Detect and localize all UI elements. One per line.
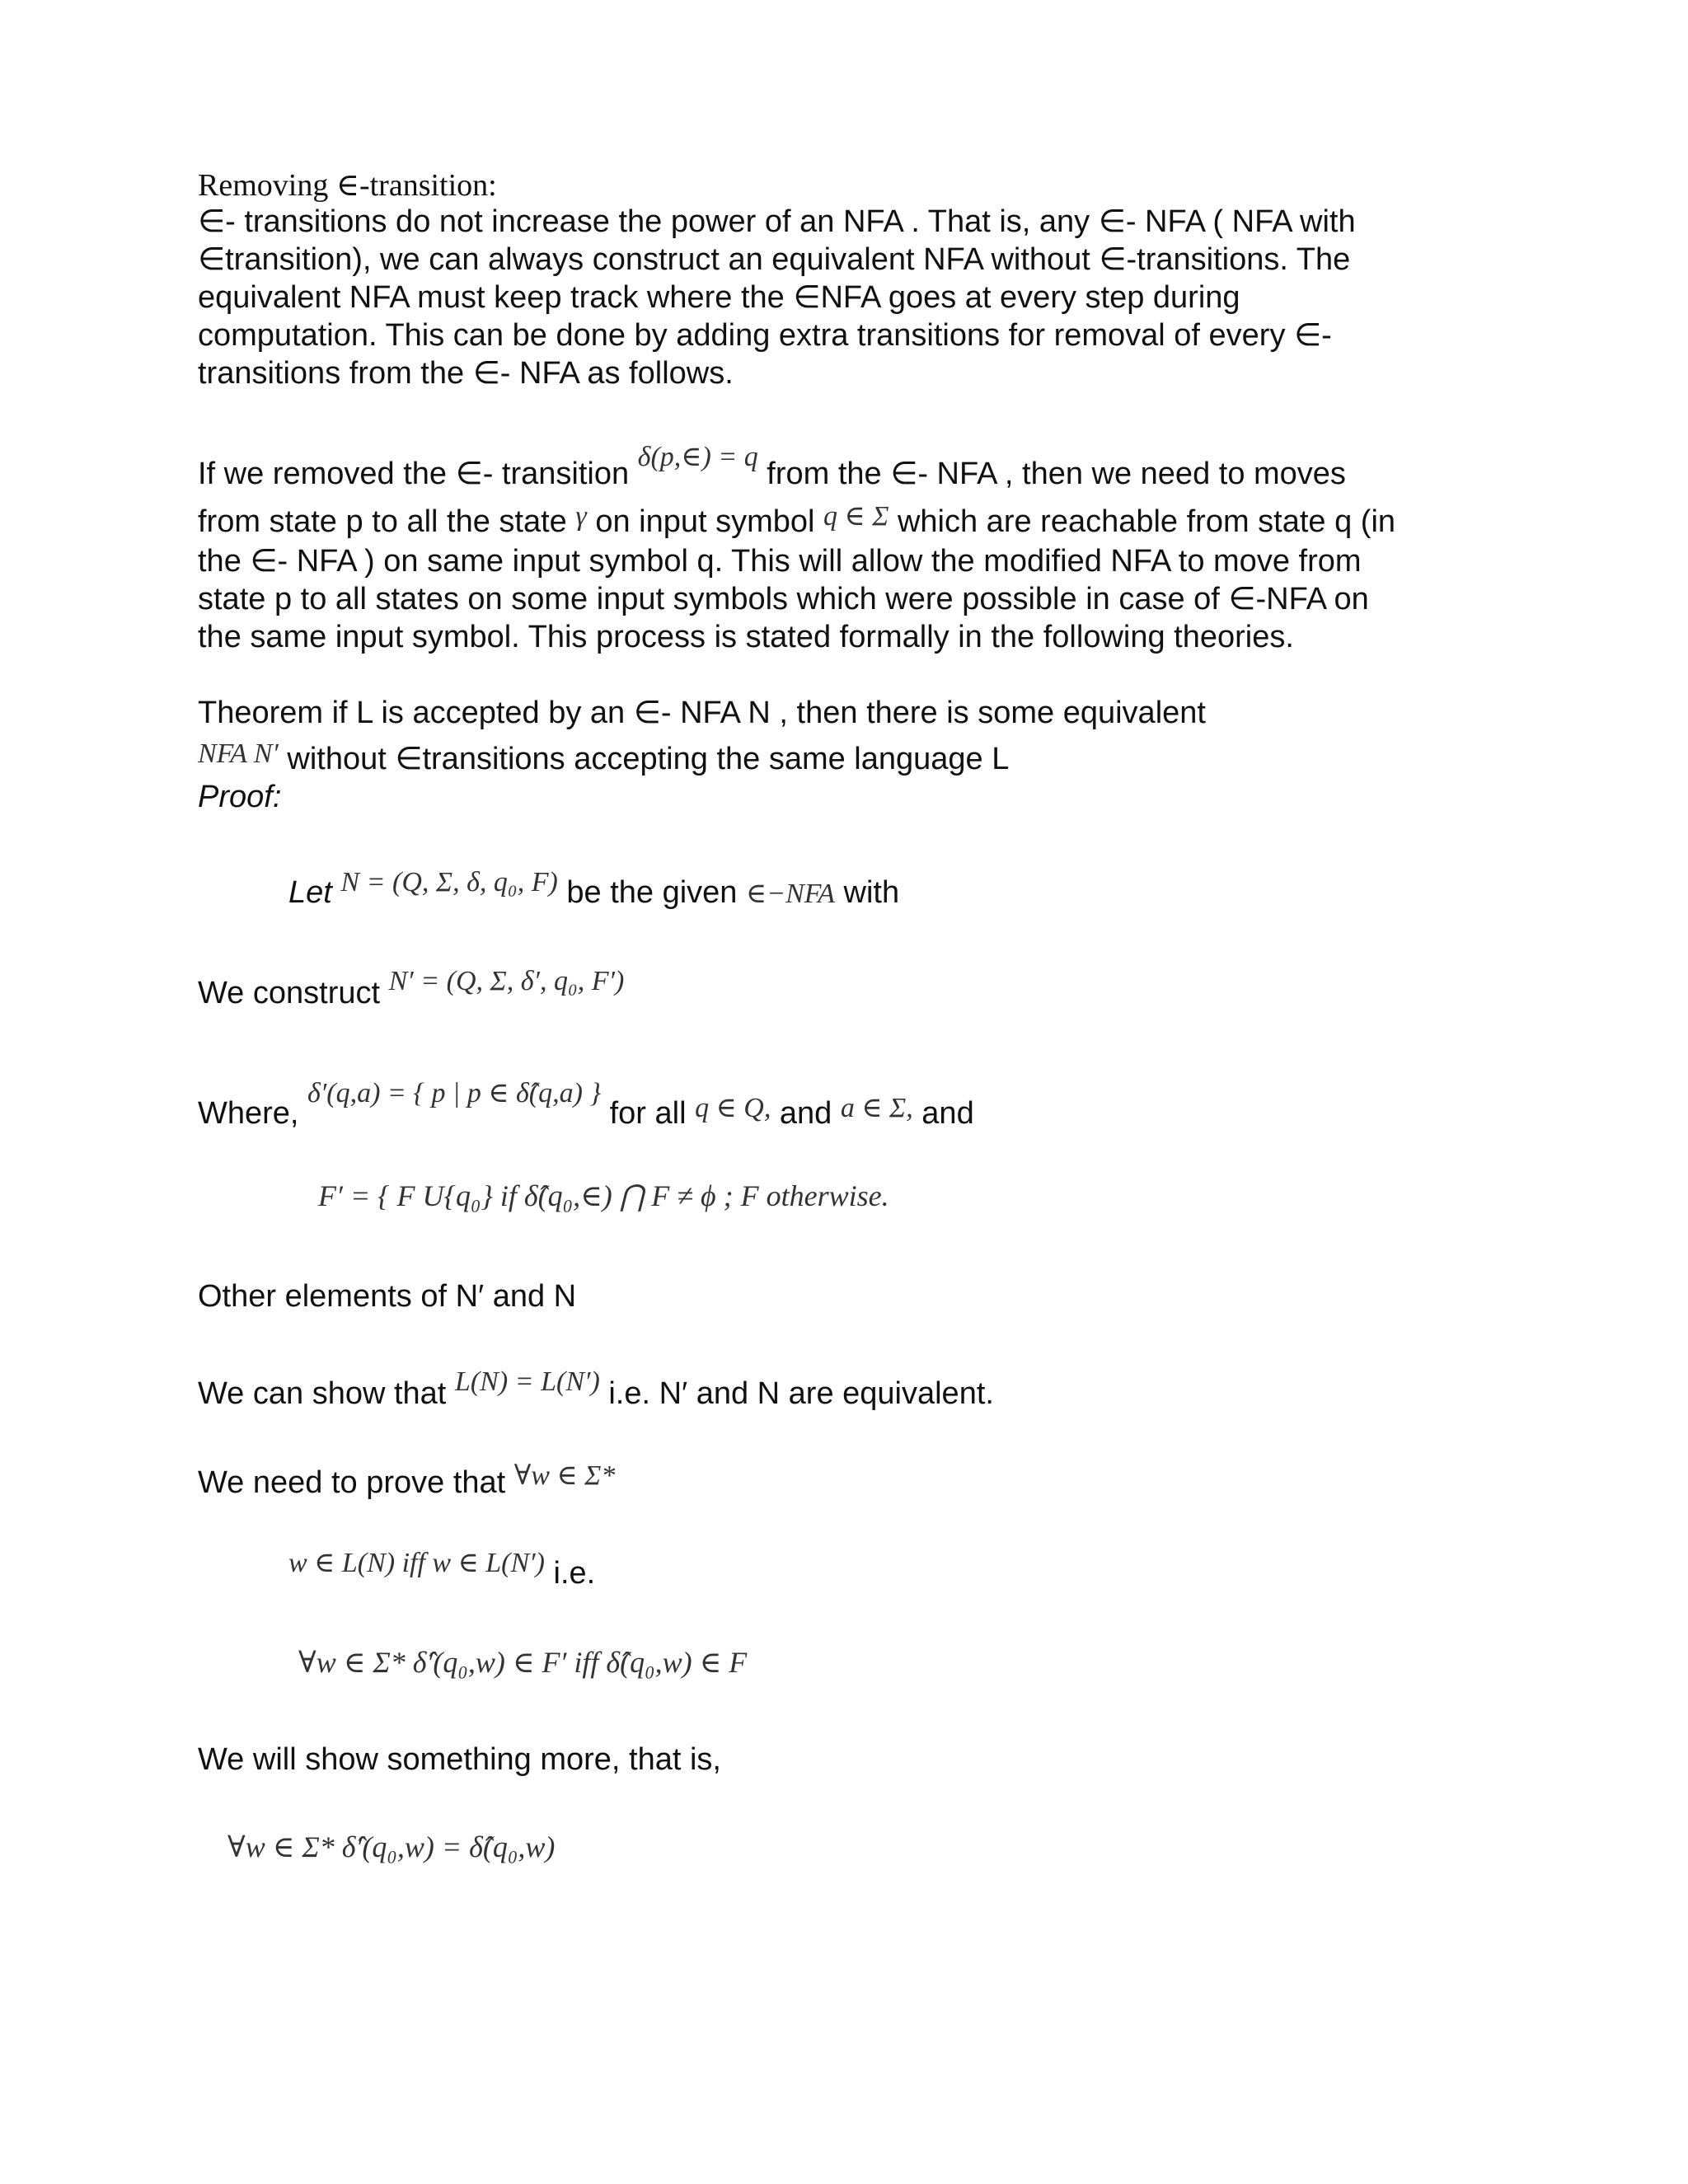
removal-line-5: the same input symbol. This process is stated formally in the following theories. — [198, 620, 1294, 654]
intro-line-1: ∈- transitions do not increase the power of an NFA . That is, any ∈- NFA ( NFA with — [198, 204, 1356, 239]
a-in-sigma-formula: a ∈ Σ, — [840, 1093, 913, 1123]
nfa-nprime-formula: NFA N′ — [198, 738, 279, 769]
other-elements-line: Other elements of N′ and N — [198, 1279, 577, 1314]
section-heading: Removing ∈-transition: — [198, 168, 497, 203]
where-text: Where, — [198, 1096, 299, 1131]
removal-text: If we removed the ∈- transition — [198, 457, 630, 491]
iff-line-1 — [288, 1548, 596, 1591]
removal-text: from state p to all the state — [198, 504, 567, 539]
proof-label: Proof: — [198, 780, 282, 814]
forall-w-formula: ∀w ∈ Σ* — [513, 1460, 616, 1491]
removal-line-3: the ∈- NFA ) on same input symbol q. This will allow the modified NFA to move from — [198, 544, 1362, 579]
intro-line-5: transitions from the ∈- NFA as follows. — [198, 356, 734, 391]
intro-line-2: ∈transition), we can always construct an equivalent NFA without ∈-transitions. The — [198, 242, 1351, 277]
intro-line-3: equivalent NFA must keep track where the ∈NFA goes at every step during — [198, 280, 1240, 315]
language-equality-formula: L(N) = L(N′) — [454, 1366, 600, 1397]
ie-text: i.e. — [553, 1556, 596, 1591]
theorem-line-2 — [198, 740, 1009, 777]
show-more-line: We will show something more, that is, — [198, 1742, 721, 1777]
let-text: with — [843, 875, 900, 910]
let-line — [288, 867, 900, 911]
removal-line-2 — [198, 501, 1396, 540]
f-prime-definition: F′ = { F U{q₀} if δ̂(q₀,∈) ⋂ F ≠ ϕ ; F otherwise. — [318, 1179, 889, 1212]
show-text: i.e. N′ and N are equivalent. — [608, 1376, 994, 1411]
where-text: for all — [609, 1096, 687, 1131]
nprime-tuple-formula: N′ = (Q, Σ, δ′, q₀, F′) — [388, 966, 625, 996]
let-text: be the given — [566, 875, 738, 910]
removal-rest — [198, 542, 1517, 656]
q-in-sigma-formula: q ∈ Σ — [823, 501, 889, 532]
prove-line — [198, 1460, 616, 1501]
epsilon-nfa-formula: ∈−NFA — [746, 879, 835, 909]
intro-line-4: computation. This can be done by adding extra transitions for removal of every ∈- — [198, 318, 1332, 353]
delta-prime-definition: δ′(q,a) = { p | p ∈ δ̂(q,a) } — [307, 1078, 602, 1108]
theorem-line-1: Theorem if L is accepted by an ∈- NFA N , then there is some equivalent — [198, 696, 1206, 730]
final-equality-formula: ∀w ∈ Σ* δ̂′(q₀,w) = δ̂(q₀,w) — [227, 1830, 556, 1863]
theorem-text: without ∈transitions accepting the same language L — [287, 742, 1010, 776]
prove-text: We need to prove that — [198, 1465, 506, 1500]
removal-line-4: state p to all states on some input symbols which were possible in case of ∈-NFA on — [198, 582, 1369, 616]
where-text: and — [779, 1096, 832, 1131]
show-text: We can show that — [198, 1376, 447, 1411]
transition-iff-formula: ∀w ∈ Σ* δ̂′(q₀,w) ∈ F′ iff δ̂(q₀,w) ∈ F — [298, 1646, 748, 1679]
removal-text: from the ∈- NFA , then we need to moves — [767, 457, 1346, 491]
construct-line — [198, 966, 625, 1011]
q-in-Q-formula: q ∈ Q, — [695, 1093, 771, 1123]
where-text: and — [921, 1096, 974, 1131]
where-line — [198, 1078, 974, 1132]
removal-text: on input symbol — [595, 504, 815, 539]
gamma-symbol: γ — [575, 501, 587, 532]
removal-text: which are reachable from state q (in — [897, 504, 1396, 539]
removal-line-1 — [198, 442, 1346, 492]
construct-text: We construct — [198, 976, 381, 1010]
delta-transition-formula: δ(p,∈) = q — [637, 442, 758, 472]
membership-iff-formula: w ∈ L(N) iff w ∈ L(N′) — [288, 1548, 545, 1578]
let-word: Let — [288, 875, 332, 910]
intro-paragraph — [198, 203, 1517, 392]
show-line — [198, 1366, 994, 1412]
n-tuple-formula: N = (Q, Σ, δ, q₀, F) — [340, 867, 558, 898]
